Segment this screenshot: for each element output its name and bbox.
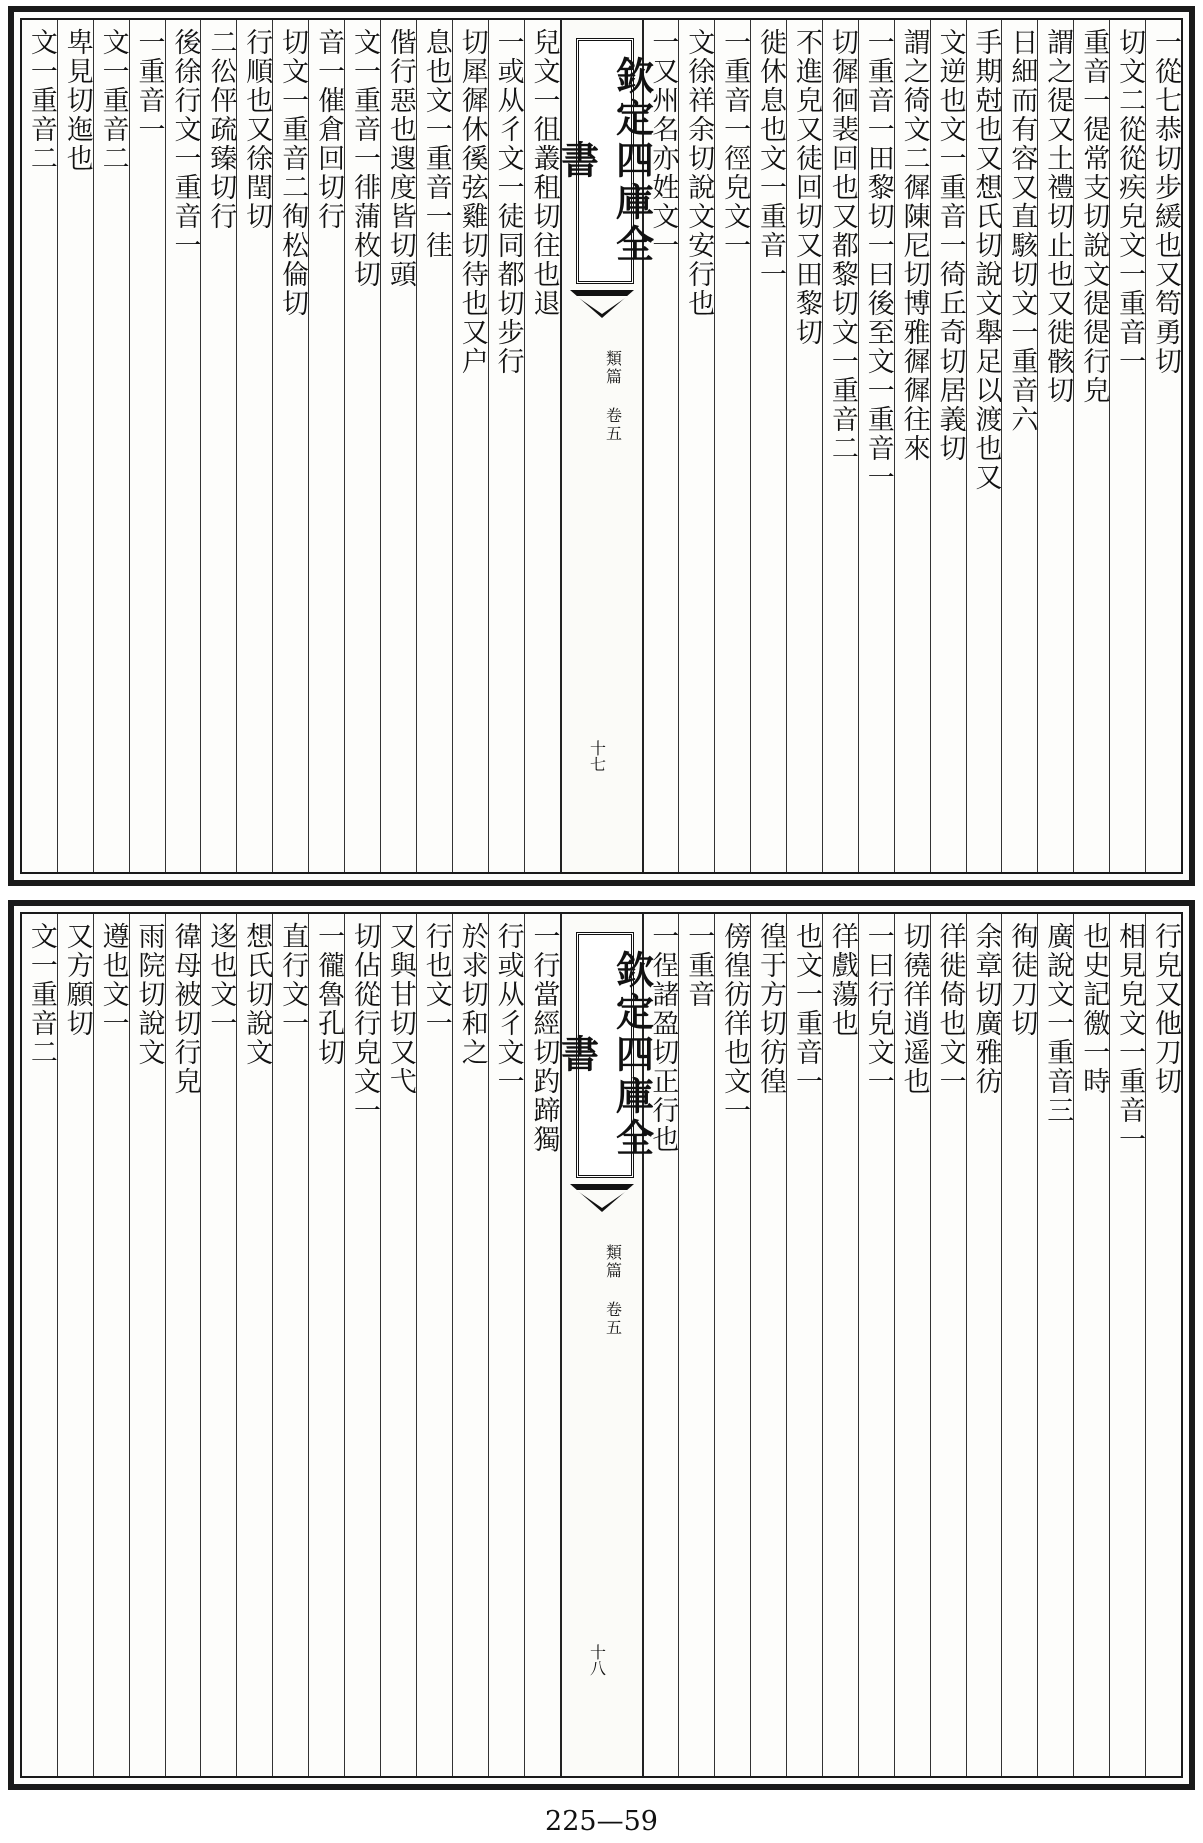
- text-column: 文徐祥余切說文安行也: [678, 20, 714, 872]
- text-column: 余章切廣雅彷: [966, 914, 1002, 1776]
- text-column: 卑見切迤也: [57, 20, 93, 872]
- text-column: 一重音一田黎切一曰後至文一重音一: [858, 20, 894, 872]
- page-bottom-frame: [20, 912, 1183, 1778]
- text-column: 徉徙倚也文一: [930, 914, 966, 1776]
- text-column: 文一重音二: [25, 28, 57, 173]
- text-column: 遵也文一: [93, 914, 129, 1776]
- page-top-right-half: [644, 20, 1182, 872]
- text-column: 切佔從行皃文一: [344, 914, 380, 1776]
- page-bottom: [8, 900, 1195, 1790]
- text-column: 切文一重音二徇松倫切: [272, 20, 308, 872]
- text-column: 徉戲蕩也: [822, 914, 858, 1776]
- text-column: 一又州名亦姓文一: [647, 28, 679, 260]
- page-footer-number: 225—59: [545, 1806, 658, 1837]
- text-column: 切徺徉逍遥也: [894, 914, 930, 1776]
- text-column: 徨于方切彷徨: [750, 914, 786, 1776]
- text-column: 行也文一: [416, 914, 452, 1776]
- text-column: 迻也文一: [200, 914, 236, 1776]
- text-column: 兒文一徂叢租切往也退: [524, 20, 560, 872]
- text-column: 於求切和之: [452, 914, 488, 1776]
- text-column: 切徲徊裴回也又都黎切文一重音二: [822, 20, 858, 872]
- text-column: 一從七恭切步緩也又笱勇切: [1145, 20, 1181, 872]
- text-column: 一曰行皃文一: [858, 914, 894, 1776]
- text-column: 一重音: [678, 914, 714, 1776]
- page-top-left-half: [22, 20, 560, 872]
- text-column: 音一催倉回切行: [308, 20, 344, 872]
- gutter-page-number: 十八: [587, 1644, 607, 1676]
- page-gutter: [554, 914, 655, 1776]
- text-column: 傍徨彷徉也文一: [714, 914, 750, 1776]
- text-column: 後徐行文一重音一: [165, 20, 201, 872]
- text-column: 切犀徲休徯弦雞切待也又户: [452, 20, 488, 872]
- text-column: 息也文一重音一徍: [416, 20, 452, 872]
- page-top: [8, 6, 1195, 886]
- text-column: 謂之徛文二徲陳尼切博雅徲徲往來: [894, 20, 930, 872]
- text-column: 文一重音一徘蒲枚切: [344, 20, 380, 872]
- text-column: 也文一重音一: [786, 914, 822, 1776]
- text-column: 徫母被切行皃: [165, 914, 201, 1776]
- gutter-volume: 類篇 卷五: [603, 1244, 623, 1337]
- fishtail-mark-inner: [576, 1190, 628, 1208]
- text-column: 相見皃文一重音一: [1109, 914, 1145, 1776]
- page-gutter: [554, 20, 655, 872]
- text-column: 雨院切說文: [129, 914, 165, 1776]
- text-column: 一徿魯孔切: [308, 914, 344, 1776]
- gutter-volume: 類篇 卷五: [603, 350, 623, 443]
- text-column: 謂之徥又土禮切止也又徙骸切: [1037, 20, 1073, 872]
- text-column: 文一重音二: [25, 922, 57, 1067]
- text-column: 日細而有容又直駭切文一重音六: [1001, 20, 1037, 872]
- text-column: 行順也又徐閏切: [236, 20, 272, 872]
- text-column: 重音一徥常支切說文徥徥行皃: [1073, 20, 1109, 872]
- page-top-frame: [20, 18, 1183, 874]
- text-column: 一行當經切趵蹄獨: [524, 914, 560, 1776]
- text-column: 文逆也文一重音一徛丘奇切居義切: [930, 20, 966, 872]
- text-column: 徇徒刀切: [1001, 914, 1037, 1776]
- text-column: 文一重音二: [93, 20, 129, 872]
- text-column: 行或从彳文一: [488, 914, 524, 1776]
- text-column: 徙休息也文一重音一: [750, 20, 786, 872]
- text-column: 行皃又他刀切: [1145, 914, 1181, 1776]
- fishtail-mark-inner: [576, 296, 628, 314]
- text-column: 一重音一徑皃文一: [714, 20, 750, 872]
- text-column: 廣說文一重音三: [1037, 914, 1073, 1776]
- text-column: 偕行惡也遚度皆切頭: [380, 20, 416, 872]
- text-column: 也史記徼一時: [1073, 914, 1109, 1776]
- text-column: 切文二從從疾皃文一重音一: [1109, 20, 1145, 872]
- gutter-title: 欽定四庫全書: [576, 38, 634, 284]
- gutter-title: 欽定四庫全書: [576, 932, 634, 1178]
- text-column: 又與甘切又弋: [380, 914, 416, 1776]
- text-column: 一或从彳文一徒同都切步行: [488, 20, 524, 872]
- page-bottom-left-half: [22, 914, 560, 1776]
- text-column: 又方願切: [57, 914, 93, 1776]
- text-column: 二彸伻疏臻切行: [200, 20, 236, 872]
- text-column: 想氏切說文: [236, 914, 272, 1776]
- text-column: 一徎諸盈切正行也: [647, 922, 679, 1154]
- text-column: 不進皃又徒回切又田黎切: [786, 20, 822, 872]
- text-column: 直行文一: [272, 914, 308, 1776]
- gutter-page-number: 十七: [587, 740, 607, 772]
- text-column: 一重音一: [129, 20, 165, 872]
- page-bottom-right-half: [644, 914, 1182, 1776]
- text-column: 手期尅也又想氏切說文舉足以渡也又: [966, 20, 1002, 872]
